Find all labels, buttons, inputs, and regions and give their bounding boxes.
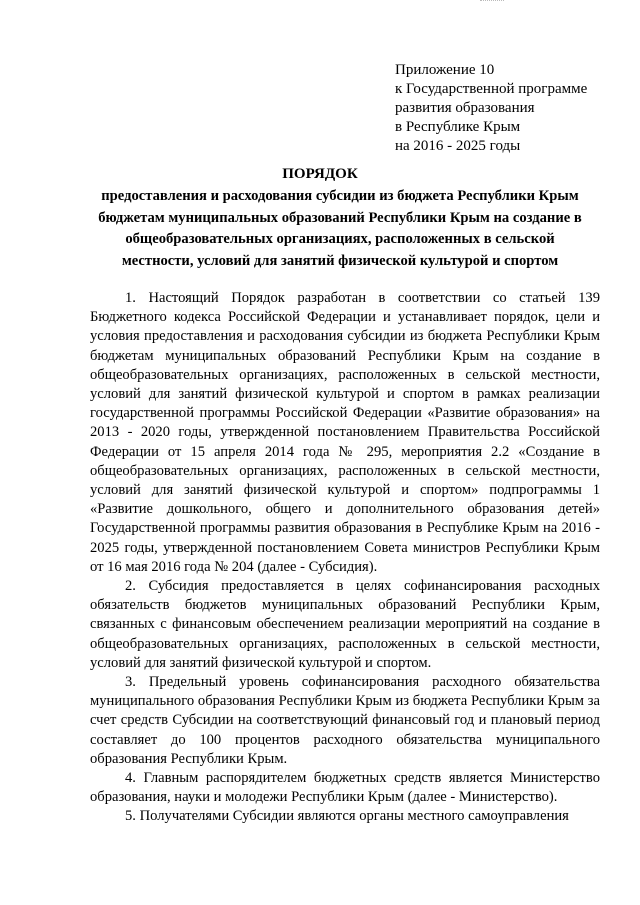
paragraph-4: 4. Главным распорядителем бюджетных средств является Министерство образования, науки и молодежи Республики Крым (далее - Министерство). xyxy=(90,770,600,806)
appendix-line: в Республике Крым xyxy=(395,119,521,135)
subtitle-line: общеобразовательных организациях, расположенных в сельской xyxy=(125,231,555,247)
paragraph-5: 5. Получателями Субсидии являются органы местного самоуправления xyxy=(125,808,569,825)
document-subtitle xyxy=(80,186,600,272)
appendix-line: развития образования xyxy=(395,100,535,116)
appendix-line: на 2016 - 2025 годы xyxy=(395,138,521,154)
subtitle-line: бюджетам муниципальных образований Республики Крым на создание в xyxy=(98,209,582,226)
page-top-mark xyxy=(480,0,504,4)
paragraph-1: 1. Настоящий Порядок разработан в соответствии со статьей 139 Бюджетного кодекса Российской Федерации и устанавливает порядок, цели и условия предоставления и расходования субсидии из бюджета Республики Крым бюджетам муниципальных образований Республики Крым на создание в общеобразовательных организациях, расположенных в сельской местности, условий для занятий физической культурой и спортом в рамках реализации государственной программы Российской Федерации «Развитие образования» на 2013 - 2020 годы, утвержденной постановлением Правительства Российской Федерации от 15 апреля 2014 года № 295, мероприятия 2.2 «Создание в общеобразовательных организациях, расположенных в сельской местности, условий для занятий физической культурой и спортом» подпрограммы 1 «Развитие дошкольного, общего и дополнительного образования детей» Государственной программы развития образования в Республике Крым на 2016 - 2025 годы, утвержденной постановлением Совета министров Республики Крым от 16 мая 2016 года № 204 (далее - Субсидия). xyxy=(90,290,600,575)
appendix-line: Приложение 10 xyxy=(395,62,495,78)
document-body xyxy=(90,289,600,827)
document-title: ПОРЯДОК xyxy=(282,166,358,182)
subtitle-line: предоставления и расходования субсидии из бюджета Республики Крым xyxy=(101,188,579,204)
paragraph-3: 3. Предельный уровень софинансирования расходного обязательства муниципального образования Республики Крым из бюджета Республики Крым за счет средств Субсидии на соответствующий финансовый год и плановый период составляет до 100 процентов расходного обязательства муниципального образования Республики Крым. xyxy=(90,674,600,767)
appendix-line: к Государственной программе xyxy=(395,81,588,97)
appendix-header xyxy=(395,61,615,156)
subtitle-line: местности, условий для занятий физической культурой и спортом xyxy=(121,252,559,269)
paragraph-2: 2. Субсидия предоставляется в целях софинансирования расходных обязательств бюджетов муниципальных образований Республики Крым, связанных с финансовым обеспечением реализации мероприятий на создание в общеобразовательных организациях, расположенных в сельской местности, условий для занятий физической культурой и спортом. xyxy=(90,578,600,671)
